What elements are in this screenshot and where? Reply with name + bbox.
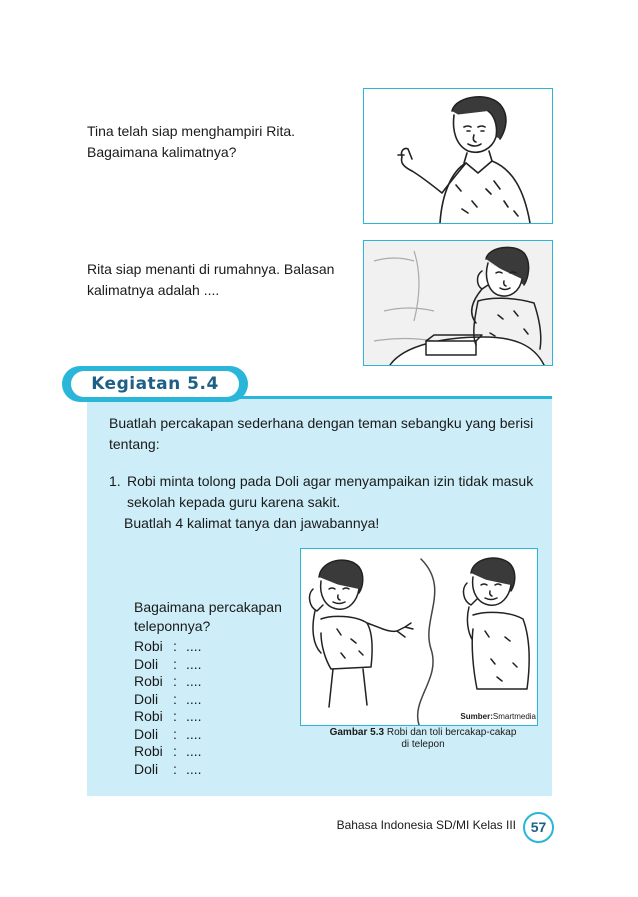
activity-item-number: 1. (109, 473, 121, 489)
dialog-blank: .... (186, 638, 202, 654)
dialog-colon: : (173, 708, 177, 724)
dialog-blank: .... (186, 708, 202, 724)
figure-source-label: Sumber: (460, 712, 493, 721)
dialog-blank: .... (186, 760, 202, 777)
figure-caption-label: Gambar 5.3 (329, 727, 385, 738)
question-1-line-2: Bagaimana kalimatnya? (87, 144, 237, 160)
illustration-girl-on-phone (363, 240, 553, 366)
figure-caption (310, 727, 536, 751)
dialog-blank: .... (186, 743, 202, 759)
dialog-blank: .... (186, 673, 202, 689)
figure-source (460, 712, 536, 721)
speaker-name: Doli (134, 655, 159, 672)
dialog-line (134, 761, 294, 779)
activity-item-text (127, 471, 549, 513)
dialog-colon: : (173, 743, 177, 759)
figure-caption-line-1 (310, 727, 536, 739)
dialog-blank: .... (186, 725, 202, 742)
activity-badge-label: Kegiatan 5.4 (71, 371, 239, 397)
dialog-blank: .... (186, 690, 202, 707)
two-boys-phone-drawing (301, 549, 537, 725)
dialog-colon: : (173, 725, 177, 742)
activity-item-line-1: Robi minta tolong pada Doli agar menyampaikan izin tidak masuk (127, 473, 534, 489)
figure-source-value: Smartmedia (492, 712, 536, 721)
dialog-line (134, 656, 294, 674)
dialog-prompt (134, 598, 299, 636)
speaker-name: Robi (134, 638, 163, 654)
page-number: 57 (523, 812, 554, 843)
illustration-boy-speaking (363, 88, 553, 224)
dialog-prompt-line-2: teleponnya? (134, 618, 211, 634)
activity-intro (109, 413, 549, 455)
question-1-line-1: Tina telah siap menghampiri Rita. (87, 123, 296, 139)
figure-two-boys-phone (300, 548, 538, 726)
question-2-text (87, 259, 357, 301)
activity-intro-line-1: Buatlah percakapan sederhana dengan teman sebangku yang berisi (109, 415, 534, 431)
dialog-colon: : (173, 655, 177, 672)
dialog-colon: : (173, 690, 177, 707)
dialog-line (134, 726, 294, 744)
speaker-name: Doli (134, 725, 159, 742)
speaker-name: Doli (134, 760, 159, 777)
dialog-lines (134, 638, 294, 778)
dialog-colon: : (173, 760, 177, 777)
dialog-line (134, 708, 294, 726)
activity-item-line-3: Buatlah 4 kalimat tanya dan jawabannya! (124, 515, 380, 531)
question-2-line-1: Rita siap menanti di rumahnya. Balasan (87, 261, 335, 277)
activity-item-line-2: sekolah kepada guru karena sakit. (127, 494, 341, 510)
question-1-text (87, 121, 347, 163)
girl-on-phone-drawing (364, 241, 552, 365)
dialog-line (134, 691, 294, 709)
figure-caption-text: Robi dan toli bercakap-cakap (386, 727, 517, 738)
dialog-blank: .... (186, 655, 202, 672)
footer-book-title: Bahasa Indonesia SD/MI Kelas III (336, 818, 516, 832)
activity-intro-line-2: tentang: (109, 436, 160, 452)
dialog-colon: : (173, 673, 177, 689)
figure-caption-line-2: di telepon (401, 739, 445, 750)
speaker-name: Robi (134, 708, 163, 724)
dialog-prompt-line-1: Bagaimana percakapan (134, 599, 282, 615)
speaker-name: Robi (134, 673, 163, 689)
speaker-name: Doli (134, 690, 159, 707)
question-2-line-2: kalimatnya adalah .... (87, 282, 220, 298)
dialog-line (134, 743, 294, 761)
dialog-line (134, 673, 294, 691)
boy-speaking-drawing (364, 89, 552, 223)
dialog-line (134, 638, 294, 656)
dialog-colon: : (173, 638, 177, 654)
speaker-name: Robi (134, 743, 163, 759)
